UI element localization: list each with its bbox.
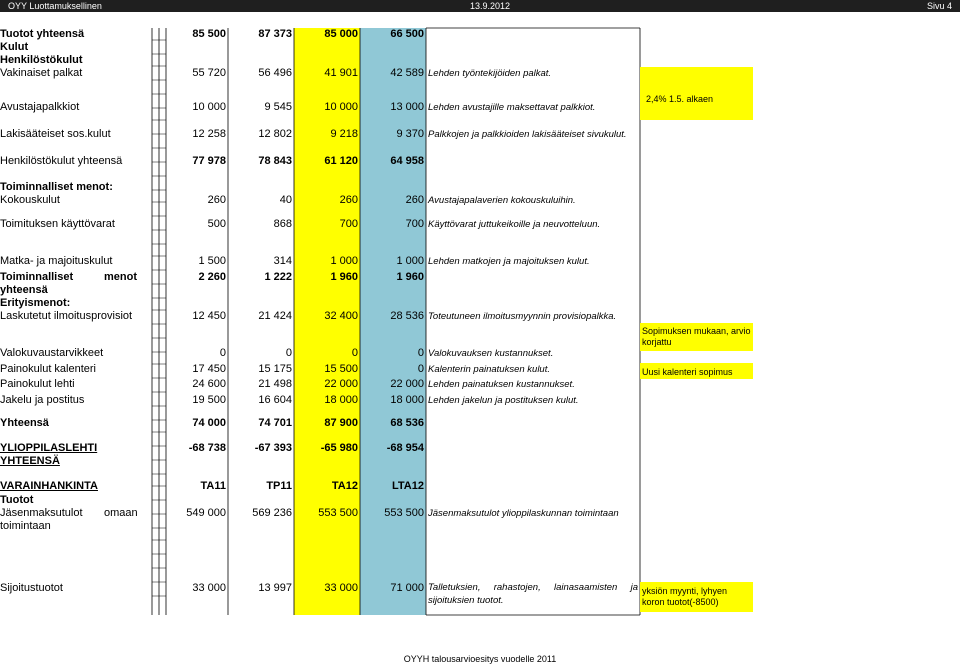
- row-label-part3: YHTEENSÄ: [0, 455, 60, 467]
- cell-ta11: 500: [207, 218, 226, 230]
- cell-tp11: 74 701: [258, 417, 292, 429]
- cell-lta12: 0: [417, 347, 424, 359]
- row-comment: Jäsenmaksutulot ylioppilaskunnan toimintaan: [428, 508, 619, 519]
- row-comment: Lehden jakelun ja postituksen kulut.: [428, 395, 579, 406]
- cell-lta12: 66 500: [390, 28, 424, 40]
- row-comment: Avustajapalaverien kokouskuluihin.: [428, 195, 576, 206]
- cell-ta12: 87 900: [324, 417, 358, 429]
- cell-ta12: 10 000: [324, 101, 358, 113]
- cell-lta12: 1 960: [396, 271, 424, 283]
- row-comment: Lehden työntekijöiden palkat.: [428, 68, 552, 79]
- note-alkaen: 2,4% 1.5. alkaen: [646, 94, 714, 104]
- cell-ta11: 19 500: [192, 394, 226, 406]
- row-label-part2: omaan: [104, 507, 138, 519]
- cell-lta12: -68 954: [386, 442, 424, 454]
- row-label: Jakelu ja postitus: [0, 394, 85, 406]
- cell-lta12: 0: [417, 363, 424, 375]
- cell-tp11: 21 498: [258, 378, 292, 390]
- cell-ta11: 549 000: [186, 507, 226, 519]
- cell-ta11: 1 500: [198, 255, 226, 267]
- row-comment-line2: sijoituksien tuotot.: [428, 595, 504, 606]
- cell-tp11: 15 175: [258, 363, 292, 375]
- row-label: Tuotot: [0, 494, 34, 506]
- cell-ta12: -65 980: [320, 442, 358, 454]
- row-label: Toimituksen käyttövarat: [0, 218, 115, 230]
- cell-tp11: 16 604: [258, 394, 292, 406]
- cell-ta11: 12 258: [192, 128, 226, 140]
- cell-lta12: 64 958: [390, 155, 424, 167]
- cell-lta12: 553 500: [384, 507, 424, 519]
- cell-ta11: 33 000: [192, 582, 226, 594]
- row-label: Kokouskulut: [0, 194, 60, 206]
- row-label: Henkilöstökulut: [0, 54, 83, 66]
- row-label: YLIOPPILASLEHTI: [0, 442, 98, 454]
- cell-ta12: 0: [351, 347, 358, 359]
- cell-ta12: 22 000: [324, 378, 358, 390]
- cell-ta12: 553 500: [318, 507, 358, 519]
- cell-lta12: 68 536: [390, 417, 424, 429]
- row-comment: Talletuksien, rahastojen, lainasaamisten ja: [428, 582, 638, 593]
- row-label: Matka- ja majoituskulut: [0, 255, 113, 267]
- header-page: Sivu 4: [926, 1, 952, 11]
- row-label: Henkilöstökulut yhteensä: [0, 155, 123, 167]
- cell-ta12: 15 500: [324, 363, 358, 375]
- header-date: 13.9.2012: [470, 1, 511, 11]
- row-label: Valokuvaustarvikkeet: [0, 347, 104, 359]
- note-kalenteri: Uusi kalenteri sopimus: [642, 367, 733, 377]
- cell-lta12: 18 000: [390, 394, 424, 406]
- cell-ta11: 12 450: [192, 310, 226, 322]
- row-label-part3: yhteensä: [0, 284, 48, 296]
- cell-ta11: 85 500: [192, 28, 226, 40]
- row-label: Erityismenot:: [0, 297, 71, 309]
- row-label-part2: menot: [104, 271, 137, 283]
- row-comment: Käyttövarat juttukeikoille ja neuvotteluun.: [428, 219, 601, 230]
- row-comment: Lehden avustajille maksettavat palkkiot.: [428, 102, 596, 113]
- cell-tp11: 0: [285, 347, 292, 359]
- note-box-sopimus: [640, 323, 753, 351]
- row-label: Sijoitustuotot: [0, 582, 63, 594]
- col-header-lta12: LTA12: [392, 480, 424, 492]
- row-comment: Lehden matkojen ja majoituksen kulut.: [428, 256, 590, 267]
- cell-ta11: -68 738: [188, 442, 226, 454]
- row-label: Kulut: [0, 41, 29, 53]
- cell-ta11: 2 260: [198, 271, 226, 283]
- col-header-tp11: TP11: [266, 480, 292, 492]
- row-label: Jäsenmaksutulot: [0, 507, 83, 519]
- note-myynti: yksiön myynti, lyhyen koron tuotot(-8500): [642, 586, 728, 607]
- cell-lta12: 9 370: [396, 128, 424, 140]
- row-label: Avustajapalkkiot: [0, 101, 80, 113]
- cell-ta12: 9 218: [330, 128, 358, 140]
- cell-tp11: 569 236: [252, 507, 292, 519]
- row-label: Yhteensä: [0, 417, 49, 429]
- cell-tp11: 13 997: [258, 582, 292, 594]
- cell-ta12: 260: [339, 194, 358, 206]
- cell-tp11: 1 222: [264, 271, 292, 283]
- cell-ta11: 77 978: [192, 155, 226, 167]
- cell-lta12: 22 000: [390, 378, 424, 390]
- cell-ta12: 61 120: [324, 155, 358, 167]
- cell-ta12: 41 901: [324, 67, 358, 79]
- cell-tp11: 314: [273, 255, 292, 267]
- row-label: Lakisääteiset sos.kulut: [0, 128, 111, 140]
- cell-ta11: 0: [219, 347, 226, 359]
- row-label: Tuotot yhteensä: [0, 28, 85, 40]
- note-box-myynti: [640, 582, 753, 612]
- cell-tp11: 40: [279, 194, 292, 206]
- row-comment: Toteutuneen ilmoitusmyynnin provisiopalkka.: [428, 311, 617, 322]
- row-label-part3: toimintaan: [0, 520, 51, 532]
- note-sopimus: Sopimuksen mukaan, arvio korjattu: [642, 326, 751, 347]
- cell-ta12: 32 400: [324, 310, 358, 322]
- cell-lta12: 13 000: [390, 101, 424, 113]
- cell-lta12: 260: [405, 194, 424, 206]
- cell-ta12: 700: [339, 218, 358, 230]
- cell-tp11: 868: [273, 218, 292, 230]
- note-box-kalenteri: [640, 363, 753, 379]
- row-label: Laskutetut ilmoitusprovisiot: [0, 310, 133, 322]
- cell-tp11: 87 373: [258, 28, 292, 40]
- row-label: Painokulut kalenteri: [0, 363, 97, 375]
- cell-lta12: 1 000: [396, 255, 424, 267]
- page-footer: OYYH talousarvioesitys vuodelle 2011: [403, 654, 557, 664]
- cell-tp11: 21 424: [258, 310, 292, 322]
- row-comment: Palkkojen ja palkkioiden lakisääteiset sivukulut.: [428, 129, 627, 140]
- header-company: OYY Luottamuksellinen: [8, 1, 102, 11]
- cell-ta11: 260: [207, 194, 226, 206]
- cell-tp11: -67 393: [254, 442, 292, 454]
- cell-ta12: 1 960: [330, 271, 358, 283]
- cell-tp11: 78 843: [258, 155, 292, 167]
- cell-ta11: 24 600: [192, 378, 226, 390]
- cell-ta12: 18 000: [324, 394, 358, 406]
- row-comment: Kalenterin painatuksen kulut.: [428, 364, 550, 375]
- cell-lta12: 71 000: [390, 582, 424, 594]
- row-label: Painokulut lehti: [0, 378, 75, 390]
- cell-lta12: 700: [405, 218, 424, 230]
- cell-lta12: 28 536: [390, 310, 424, 322]
- cell-ta11: 17 450: [192, 363, 226, 375]
- cell-ta11: 55 720: [192, 67, 226, 79]
- col-header-ta12: TA12: [331, 480, 358, 492]
- row-comment: Lehden painatuksen kustannukset.: [428, 379, 575, 390]
- cell-ta11: 10 000: [192, 101, 226, 113]
- row-label: Toiminnalliset menot:: [0, 181, 113, 193]
- row-label: Toiminnalliset: [0, 271, 74, 283]
- cell-tp11: 12 802: [258, 128, 292, 140]
- cell-tp11: 56 496: [258, 67, 292, 79]
- row-comment: Valokuvauksen kustannukset.: [428, 348, 554, 359]
- col-header-ta11: TA11: [200, 480, 226, 492]
- cell-tp11: 9 545: [264, 101, 292, 113]
- cell-ta12: 85 000: [324, 28, 358, 40]
- cell-lta12: 42 589: [390, 67, 424, 79]
- cell-ta12: 1 000: [330, 255, 358, 267]
- cell-ta12: 33 000: [324, 582, 358, 594]
- cell-ta11: 74 000: [192, 417, 226, 429]
- note-box-alkaen: [640, 67, 753, 120]
- row-label: Vakinaiset palkat: [0, 67, 83, 79]
- row-label: VARAINHANKINTA: [0, 480, 98, 492]
